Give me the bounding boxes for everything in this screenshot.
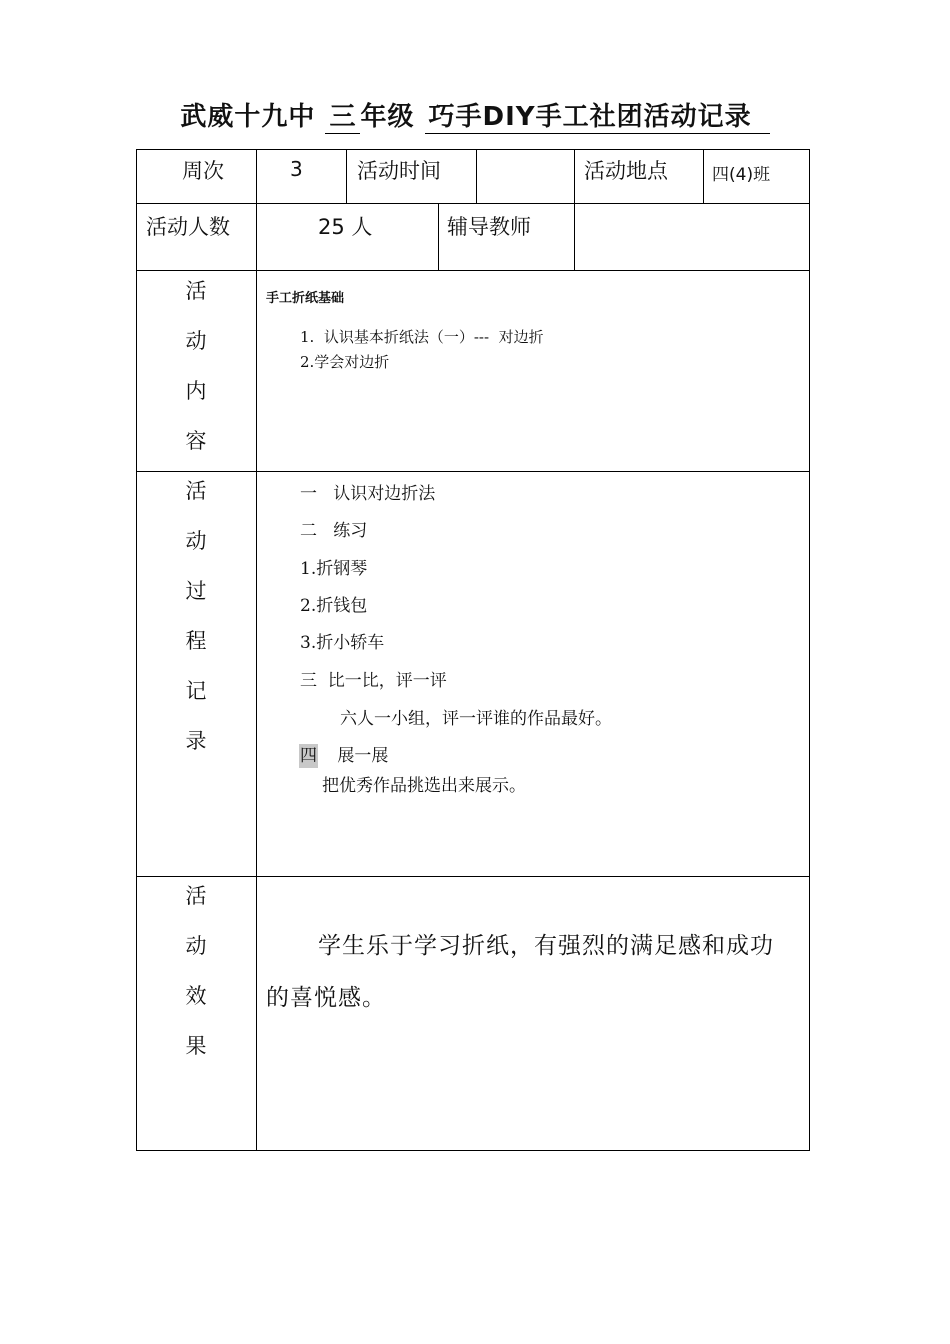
table-row-divider: [136, 203, 810, 204]
place-value: 四(4)班: [712, 165, 771, 185]
process-four-text: 展一展: [337, 746, 389, 766]
teacher-label: 辅导教师: [447, 215, 531, 239]
process-line: 1.折钢琴: [300, 559, 368, 579]
title-grade: 三: [325, 96, 360, 134]
place-label: 活动地点: [584, 159, 668, 183]
table-col-divider: [438, 203, 439, 270]
title-school: 武威十九中: [180, 102, 316, 132]
content-item: 2.学会对边折: [300, 353, 390, 371]
time-label: 活动时间: [357, 159, 441, 183]
effect-text-line1: 学生乐于学习折纸，有强烈的满足感和成功: [318, 933, 774, 959]
process-line: 2.折钱包: [300, 596, 368, 616]
page-title: [0, 96, 950, 134]
table-border-right: [809, 149, 810, 1151]
table-border-top: [136, 149, 810, 150]
process-line-four: [299, 741, 388, 766]
content-heading: 手工折纸基础: [266, 291, 345, 306]
highlighted-number: 四: [300, 746, 317, 766]
process-line: 一 认识对边折法: [300, 484, 436, 504]
table-col-divider: [574, 149, 575, 203]
table-col-divider: [703, 149, 704, 203]
effect-text-line2: 的喜悦感。: [266, 985, 386, 1011]
table-col-divider: [476, 149, 477, 203]
content-item: 1. 认识基本折纸法（一）--- 对边折: [300, 328, 544, 346]
effect-label: 活 动 效 果: [185, 884, 207, 1058]
table-col-divider: [346, 149, 347, 203]
process-line: 三 比一比，评一评: [300, 671, 447, 691]
process-label: 活 动 过 程 记 录: [185, 479, 207, 753]
process-line: 二 练习: [300, 521, 368, 541]
table-border-bottom: [136, 1150, 810, 1151]
title-club-underlined: [425, 96, 770, 134]
process-line: 把优秀作品挑选出来展示。: [322, 776, 526, 796]
process-line: 六人一小组，评一评谁的作品最好。: [340, 709, 612, 729]
title-grade-suffix: 年级: [360, 102, 415, 132]
table-col-divider: [574, 203, 575, 270]
week-label: 周次: [182, 159, 224, 183]
title-suffix: 手工社团活动记录: [535, 102, 752, 132]
week-value: 3: [290, 157, 303, 181]
title-club: 巧手DIY: [428, 102, 536, 132]
process-line: 3.折小轿车: [300, 633, 385, 653]
table-col-divider: [256, 149, 257, 1151]
content-label: 活 动 内 容: [185, 279, 207, 453]
count-value: 25 人: [318, 215, 373, 239]
count-label: 活动人数: [146, 215, 230, 239]
